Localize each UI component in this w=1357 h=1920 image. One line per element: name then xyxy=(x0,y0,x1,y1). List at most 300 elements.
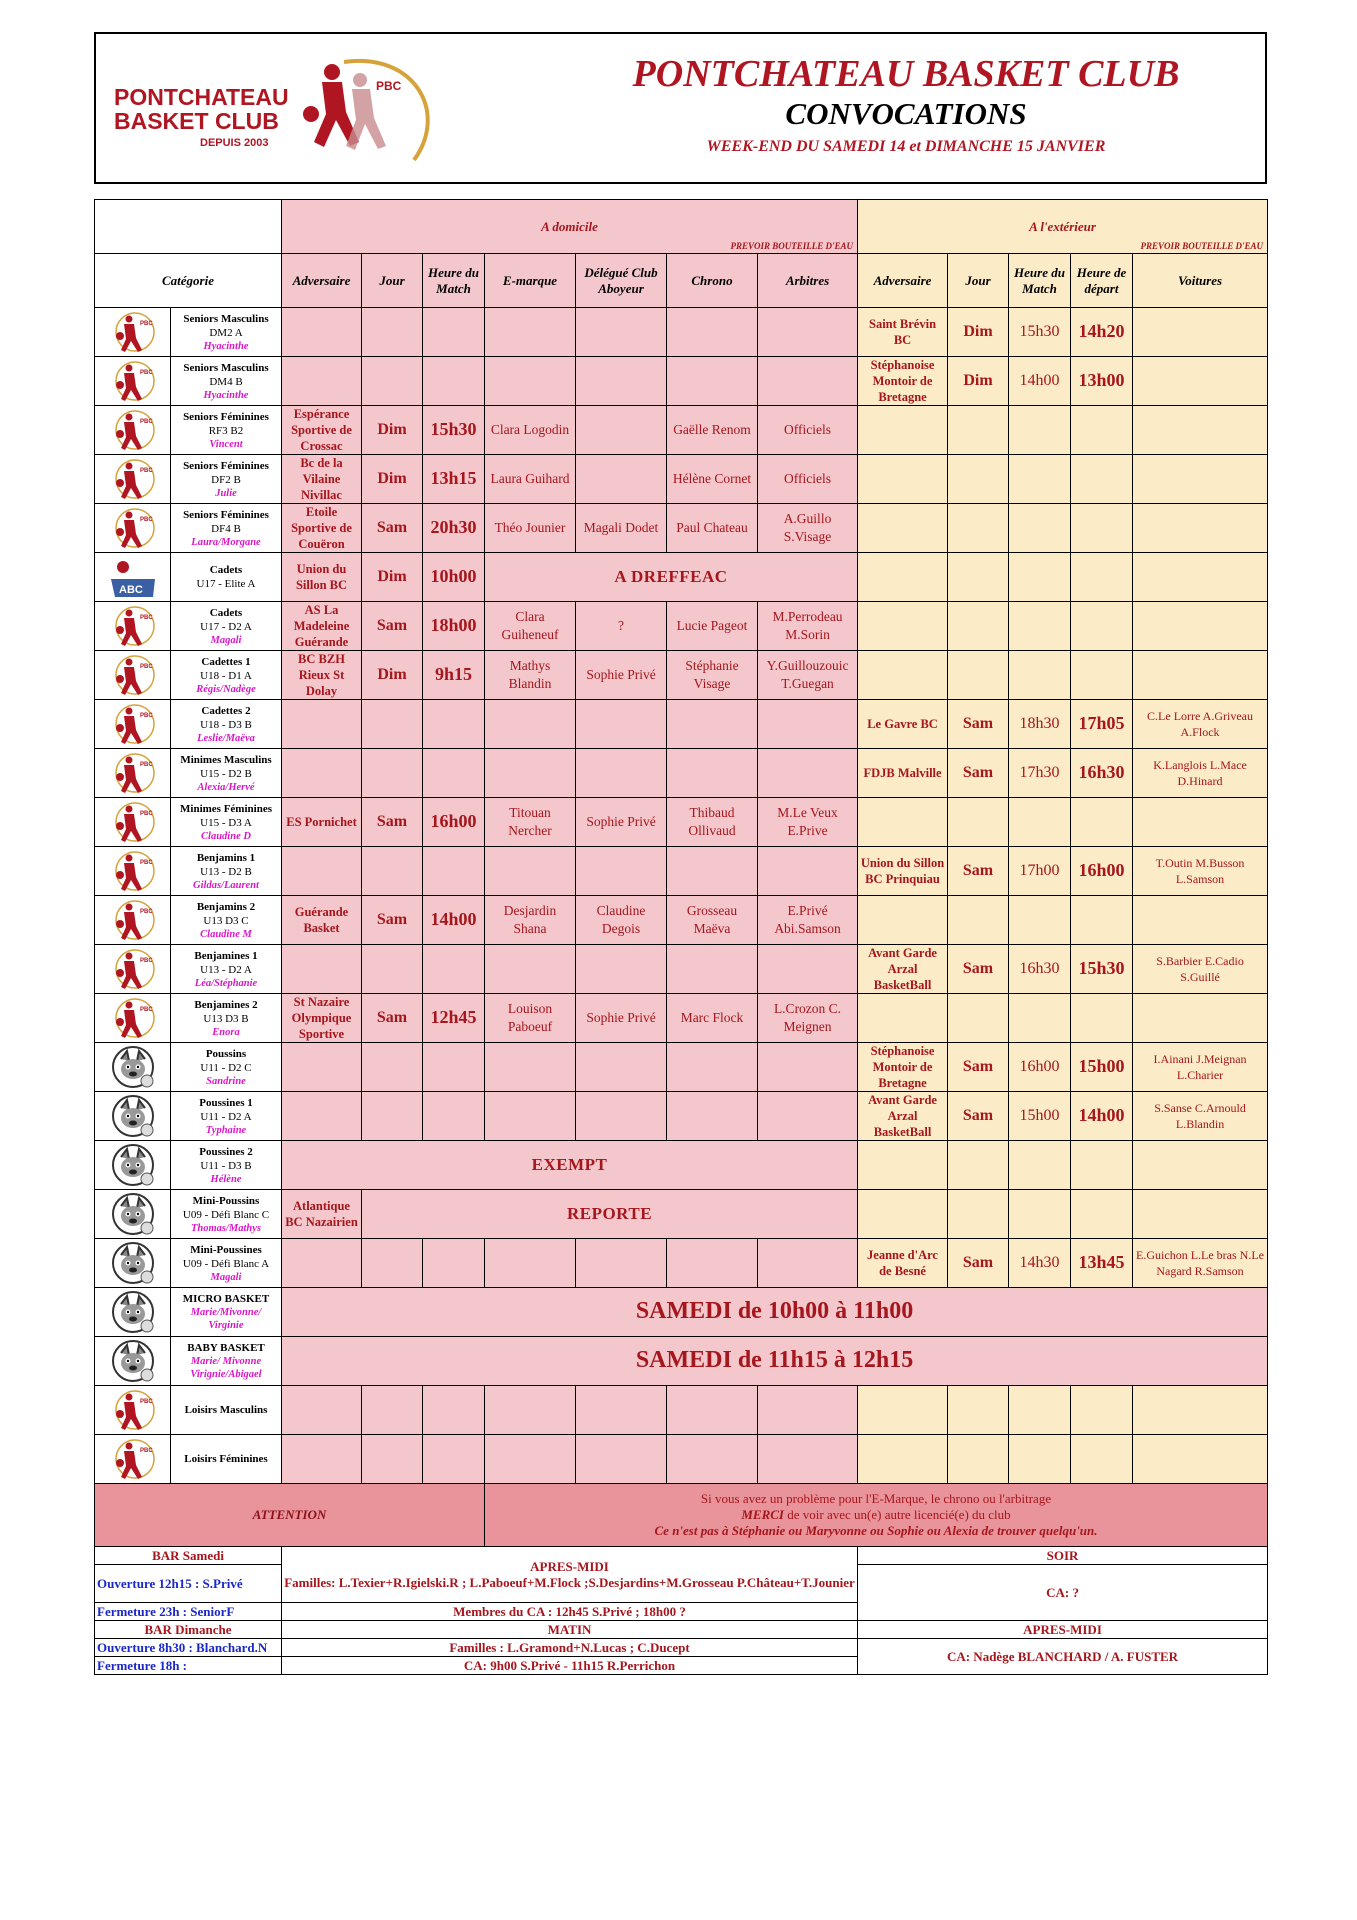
home-empty-cell xyxy=(362,1092,423,1141)
away-empty-cell xyxy=(858,1386,948,1435)
club-logo xyxy=(114,42,494,176)
chrono-cell xyxy=(667,504,758,553)
away-empty-cell xyxy=(1133,798,1268,847)
team-row xyxy=(95,1190,1268,1239)
home-note: PREVOIR BOUTEILLE D'EAU xyxy=(730,241,854,251)
chrono-cell xyxy=(667,455,758,504)
emarque-cell xyxy=(485,798,576,847)
team-row xyxy=(95,994,1268,1043)
col-jour-ext: Jour xyxy=(948,254,1009,308)
team-row xyxy=(95,357,1268,406)
home-empty-cell xyxy=(758,847,858,896)
team-icon-cell xyxy=(95,749,171,798)
team-row xyxy=(95,1239,1268,1288)
away-departure-cell xyxy=(1071,1092,1133,1141)
delegue-name: Sophie Privé xyxy=(586,1010,656,1025)
team-division: U18 - D1 A xyxy=(200,669,252,682)
home-time: 9h15 xyxy=(434,664,472,684)
home-day: Sam xyxy=(376,617,408,634)
bar-dimanche-matin-label: MATIN xyxy=(282,1621,858,1639)
logo-line1: PONTCHATEAU xyxy=(114,84,289,110)
team-name: Cadets xyxy=(209,606,243,619)
away-empty-cell xyxy=(1071,602,1133,651)
team-coach: Laura/Morgane xyxy=(191,536,261,548)
team-coach: Hélène xyxy=(210,1173,242,1185)
away-opponent-cell xyxy=(858,1239,948,1288)
bar-samedi-soir-label: SOIR xyxy=(858,1547,1268,1565)
bar-dimanche-apres-midi-ca: CA: Nadège BLANCHARD / A. FUSTER xyxy=(858,1639,1268,1675)
logo-badge: PBC xyxy=(376,79,402,93)
attention-line1: Si vous avez un problème pour l'E-Marque, le chrono ou l'arbitrage xyxy=(700,1491,1052,1506)
away-opponent: Jeanne d'Arc de Besné xyxy=(867,1248,938,1278)
away-empty-cell xyxy=(1009,994,1071,1043)
away-empty-cell xyxy=(948,406,1009,455)
team-category-cell xyxy=(171,798,282,847)
reporte-cell xyxy=(362,1190,858,1239)
team-icon-cell xyxy=(95,700,171,749)
away-drivers-cell xyxy=(1133,1092,1268,1141)
home-opponent: ES Pornichet xyxy=(286,815,357,829)
delegue-name: Sophie Privé xyxy=(586,667,656,682)
team-row xyxy=(95,1435,1268,1484)
away-drivers-cell xyxy=(1133,1239,1268,1288)
away-empty-cell xyxy=(948,455,1009,504)
team-coach: Sandrine xyxy=(206,1075,246,1087)
home-day: Dim xyxy=(377,666,407,683)
team-division: U09 - Défi Blanc C xyxy=(182,1208,270,1221)
away-empty-cell xyxy=(1009,896,1071,945)
session-time: SAMEDI de 11h15 à 12h15 xyxy=(635,1346,914,1373)
home-opponent-cell xyxy=(282,798,362,847)
home-empty-cell xyxy=(758,357,858,406)
team-icon-cell xyxy=(95,1239,171,1288)
convocations-title: CONVOCATIONS xyxy=(785,96,1027,131)
team-row xyxy=(95,700,1268,749)
delegue-cell xyxy=(576,455,667,504)
team-category-cell xyxy=(171,1435,282,1484)
away-empty-cell xyxy=(858,1141,948,1190)
away-departure-time: 13h00 xyxy=(1078,370,1125,390)
delegue-cell xyxy=(576,896,667,945)
team-name: Minimes Masculins xyxy=(180,753,272,766)
away-empty-cell xyxy=(1071,651,1133,700)
session-time: SAMEDI de 10h00 à 11h00 xyxy=(635,1297,914,1324)
bar-samedi-title: BAR Samedi xyxy=(95,1547,282,1565)
delegue-name: ? xyxy=(618,618,624,633)
team-logo-icon xyxy=(97,1239,168,1287)
away-day-cell xyxy=(948,749,1009,798)
home-day-cell xyxy=(362,994,423,1043)
home-empty-cell xyxy=(362,945,423,994)
arbitres-names: E.Privé Abi.Samson xyxy=(774,903,841,936)
team-category-cell xyxy=(171,1337,282,1386)
home-day: Sam xyxy=(376,1009,408,1026)
away-opponent-cell xyxy=(858,308,948,357)
team-row xyxy=(95,308,1268,357)
away-opponent-cell xyxy=(858,1043,948,1092)
away-opponent: Saint Brévin BC xyxy=(869,317,937,347)
away-day-cell xyxy=(948,945,1009,994)
home-empty-cell xyxy=(667,1386,758,1435)
team-category-cell xyxy=(171,994,282,1043)
team-coach: Hyacinthe xyxy=(203,389,249,401)
home-empty-cell xyxy=(667,749,758,798)
svg-text:PBC: PBC xyxy=(139,811,153,817)
away-empty-cell xyxy=(948,1141,1009,1190)
home-empty-cell xyxy=(667,847,758,896)
chrono-cell xyxy=(667,602,758,651)
away-day: Dim xyxy=(963,372,993,389)
team-name: Seniors Féminines xyxy=(183,508,269,521)
chrono-cell xyxy=(667,651,758,700)
chrono-cell xyxy=(667,798,758,847)
emarque-name: Desjardin Shana xyxy=(503,903,557,936)
away-opponent: Avant Garde Arzal BasketBall xyxy=(868,1093,937,1139)
team-name: Benjamins 1 xyxy=(196,851,256,864)
svg-text:PBC: PBC xyxy=(139,1399,153,1405)
bar-dimanche-fermeture: Fermeture 18h : xyxy=(95,1657,282,1675)
svg-text:PBC: PBC xyxy=(139,713,153,719)
away-departure-time: 15h30 xyxy=(1078,958,1125,978)
home-opponent: Atlantique BC Nazairien xyxy=(285,1199,358,1229)
team-logo-icon xyxy=(97,1337,168,1385)
home-opponent: BC BZH Rieux St Dolay xyxy=(298,652,345,698)
team-row xyxy=(95,1092,1268,1141)
away-match-time: 16h30 xyxy=(1019,960,1060,977)
home-time: 20h30 xyxy=(430,517,477,537)
home-empty-cell xyxy=(667,357,758,406)
col-categorie: Catégorie xyxy=(95,254,282,308)
team-coach: Vincent xyxy=(209,438,243,450)
delegue-cell xyxy=(576,798,667,847)
arbitres-cell xyxy=(758,406,858,455)
home-empty-cell xyxy=(282,945,362,994)
home-empty-cell xyxy=(423,700,485,749)
home-day-cell xyxy=(362,798,423,847)
svg-text:ABC: ABC xyxy=(118,584,143,596)
team-logo-icon xyxy=(97,896,168,944)
home-opponent-cell xyxy=(282,1190,362,1239)
home-opponent: AS La Madeleine Guérande xyxy=(293,603,350,649)
away-day: Sam xyxy=(962,960,994,977)
bar-samedi-families: Familles: L.Texier+R.Igielski.R ; L.Paboeuf+M.Flock ;S.Desjardins+M.Grosseau P.Château+T.Jounier xyxy=(284,1574,855,1590)
away-match-time-cell xyxy=(1009,749,1071,798)
header-box xyxy=(94,32,1267,184)
team-row xyxy=(95,553,1268,602)
away-empty-cell xyxy=(1071,1435,1133,1484)
col-arbitres: Arbitres xyxy=(758,254,858,308)
team-logo-icon xyxy=(97,308,168,356)
bar-dimanche-title: BAR Dimanche xyxy=(95,1621,282,1639)
away-opponent-cell xyxy=(858,700,948,749)
team-name: Benjamines 2 xyxy=(194,998,258,1011)
away-departure-cell xyxy=(1071,700,1133,749)
home-opponent-cell xyxy=(282,602,362,651)
team-division: U13 - D2 A xyxy=(200,963,252,976)
svg-text:PBC: PBC xyxy=(139,419,153,425)
home-empty-cell xyxy=(667,945,758,994)
team-coach: Alexia/Hervé xyxy=(197,781,255,793)
home-day: Sam xyxy=(376,813,408,830)
emarque-name: Théo Jounier xyxy=(494,520,566,535)
arbitres-cell xyxy=(758,798,858,847)
team-logo-icon xyxy=(97,847,168,895)
team-icon-cell xyxy=(95,553,171,602)
home-empty-cell xyxy=(667,1435,758,1484)
team-division: U11 - D2 C xyxy=(200,1061,252,1074)
emarque-name: Laura Guihard xyxy=(490,471,570,486)
home-empty-cell xyxy=(485,700,576,749)
away-day-cell xyxy=(948,847,1009,896)
exempt-label: EXEMPT xyxy=(531,1154,608,1174)
away-day: Dim xyxy=(963,323,993,340)
bar-samedi-row1 xyxy=(95,1547,1268,1565)
team-coach: Leslie/Maëva xyxy=(197,732,255,744)
team-division: U13 D3 C xyxy=(203,914,249,927)
home-empty-cell xyxy=(576,945,667,994)
home-time-cell xyxy=(423,896,485,945)
home-time-cell xyxy=(423,994,485,1043)
home-time: 16h00 xyxy=(430,811,477,831)
team-row xyxy=(95,1288,1268,1337)
away-empty-cell xyxy=(858,798,948,847)
bar-samedi-apres-midi-label: APRES-MIDI xyxy=(530,1558,609,1574)
team-row xyxy=(95,651,1268,700)
away-match-time-cell xyxy=(1009,700,1071,749)
home-day: Dim xyxy=(377,568,407,585)
column-headers xyxy=(95,254,1268,308)
team-coach: Marie/ Mivonne Virignie/Abigael xyxy=(190,1356,262,1380)
away-empty-cell xyxy=(858,896,948,945)
home-empty-cell xyxy=(576,1386,667,1435)
team-category-cell xyxy=(171,896,282,945)
away-drivers: S.Barbier E.Cadio S.Guillé xyxy=(1156,954,1244,984)
away-empty-cell xyxy=(1071,896,1133,945)
away-drivers-cell xyxy=(1133,308,1268,357)
home-opponent: St Nazaire Olympique Sportive xyxy=(291,995,352,1041)
home-empty-cell xyxy=(282,1239,362,1288)
chrono-name: Gaëlle Renom xyxy=(673,422,751,437)
arbitres-cell xyxy=(758,602,858,651)
away-match-time: 16h00 xyxy=(1019,1058,1060,1075)
away-opponent: Stéphanoise Montoir de Bretagne xyxy=(870,1044,935,1090)
home-empty-cell xyxy=(485,749,576,798)
away-match-time-cell xyxy=(1009,1092,1071,1141)
bar-samedi-soir-ca: CA: ? xyxy=(858,1565,1268,1621)
team-logo-icon xyxy=(97,1386,168,1434)
team-coach: Magali xyxy=(210,634,242,646)
home-empty-cell xyxy=(282,700,362,749)
team-category-cell xyxy=(171,1288,282,1337)
away-opponent-cell xyxy=(858,749,948,798)
away-empty-cell xyxy=(858,406,948,455)
team-name: Loisirs Masculins xyxy=(184,1404,268,1416)
emarque-cell xyxy=(485,651,576,700)
away-match-time-cell xyxy=(1009,308,1071,357)
chrono-cell xyxy=(667,896,758,945)
chrono-name: Stéphanie Visage xyxy=(685,658,739,691)
home-empty-cell xyxy=(423,1043,485,1092)
team-category-cell xyxy=(171,406,282,455)
away-match-time: 15h00 xyxy=(1019,1107,1060,1124)
team-coach: Magali xyxy=(210,1271,242,1283)
away-day: Sam xyxy=(962,715,994,732)
home-empty-cell xyxy=(758,1239,858,1288)
arbitres-names: M.Le Veux E.Prive xyxy=(777,805,838,838)
chrono-name: Grosseau Maëva xyxy=(686,903,738,936)
away-note: PREVOIR BOUTEILLE D'EAU xyxy=(1140,241,1264,251)
home-empty-cell xyxy=(667,700,758,749)
team-name: Mini-Poussines xyxy=(190,1243,262,1256)
away-empty-cell xyxy=(948,504,1009,553)
away-departure-time: 17h05 xyxy=(1078,713,1125,733)
team-division: DF2 B xyxy=(211,473,241,486)
col-voitures: Voitures xyxy=(1133,254,1268,308)
away-day-cell xyxy=(948,1043,1009,1092)
home-opponent-cell xyxy=(282,553,362,602)
home-empty-cell xyxy=(576,749,667,798)
team-division: DM4 B xyxy=(209,375,243,388)
bar-samedi-apres-midi xyxy=(282,1547,858,1603)
home-opponent-cell xyxy=(282,994,362,1043)
team-coach: Régis/Nadège xyxy=(196,683,256,695)
home-empty-cell xyxy=(282,1386,362,1435)
away-empty-cell xyxy=(858,994,948,1043)
delegue-cell xyxy=(576,994,667,1043)
away-empty-cell xyxy=(858,1190,948,1239)
attention-line3: Ce n'est pas à Stéphanie ou Maryvonne ou Sophie ou Alexia de trouver quelqu'un. xyxy=(654,1523,1098,1538)
home-day-cell xyxy=(362,651,423,700)
home-empty-cell xyxy=(485,1092,576,1141)
home-time: 15h30 xyxy=(430,419,477,439)
bar-dimanche-ca: CA: 9h00 S.Privé - 11h15 R.Perrichon xyxy=(282,1657,858,1675)
home-empty-cell xyxy=(667,1239,758,1288)
away-match-time: 18h30 xyxy=(1019,715,1060,732)
home-empty-cell xyxy=(758,1092,858,1141)
away-empty-cell xyxy=(1071,1141,1133,1190)
bar-dimanche-row1 xyxy=(95,1621,1268,1639)
home-day-cell xyxy=(362,455,423,504)
team-name: Seniors Féminines xyxy=(183,459,269,472)
away-empty-cell xyxy=(948,1386,1009,1435)
team-row xyxy=(95,602,1268,651)
arbitres-names: A.Guillo S.Visage xyxy=(783,511,832,544)
away-empty-cell xyxy=(948,994,1009,1043)
away-title: A l'extérieur xyxy=(1029,218,1096,234)
team-category-cell xyxy=(171,357,282,406)
home-empty-cell xyxy=(282,1092,362,1141)
home-day-cell xyxy=(362,553,423,602)
away-drivers-cell xyxy=(1133,700,1268,749)
away-departure-cell xyxy=(1071,847,1133,896)
home-empty-cell xyxy=(362,308,423,357)
home-title: A domicile xyxy=(541,218,598,234)
home-day: Dim xyxy=(377,421,407,438)
team-logo-icon xyxy=(97,1092,168,1140)
team-logo-icon xyxy=(97,798,168,846)
team-icon-cell xyxy=(95,1043,171,1092)
away-drivers-cell xyxy=(1133,749,1268,798)
home-empty-cell xyxy=(758,700,858,749)
home-opponent: Etoile Sportive de Couëron xyxy=(291,505,352,551)
home-empty-cell xyxy=(362,1386,423,1435)
team-row xyxy=(95,847,1268,896)
team-division: U11 - D2 A xyxy=(200,1110,252,1123)
home-empty-cell xyxy=(758,1386,858,1435)
team-name: Loisirs Féminines xyxy=(184,1453,268,1465)
delegue-cell xyxy=(576,651,667,700)
home-day: Dim xyxy=(377,470,407,487)
team-division: DF4 B xyxy=(211,522,241,535)
away-empty-cell xyxy=(858,553,948,602)
col-delegue: Délégué Club Aboyeur xyxy=(576,254,667,308)
svg-text:PBC: PBC xyxy=(139,762,153,768)
team-icon-cell xyxy=(95,504,171,553)
team-division: U11 - D3 B xyxy=(200,1159,252,1172)
chrono-name: Lucie Pageot xyxy=(676,618,748,633)
home-empty-cell xyxy=(423,308,485,357)
bar-samedi-fermeture: Fermeture 23h : SeniorF xyxy=(95,1603,282,1621)
team-logo-icon xyxy=(97,1043,168,1091)
away-empty-cell xyxy=(1133,994,1268,1043)
away-empty-cell xyxy=(1133,1141,1268,1190)
team-icon-cell xyxy=(95,1092,171,1141)
team-category-cell xyxy=(171,553,282,602)
away-opponent-cell xyxy=(858,847,948,896)
home-time: 14h00 xyxy=(430,909,477,929)
away-empty-cell xyxy=(1133,651,1268,700)
home-empty-cell xyxy=(576,357,667,406)
col-adversaire: Adversaire xyxy=(282,254,362,308)
arbitres-cell xyxy=(758,455,858,504)
home-empty-cell xyxy=(576,1239,667,1288)
team-logo-icon xyxy=(97,1288,168,1336)
team-name: Cadets xyxy=(209,564,243,576)
away-empty-cell xyxy=(1071,1190,1133,1239)
home-time: 18h00 xyxy=(430,615,477,635)
away-empty-cell xyxy=(1009,602,1071,651)
away-match-time: 17h00 xyxy=(1019,862,1060,879)
home-empty-cell xyxy=(282,308,362,357)
home-day-cell xyxy=(362,602,423,651)
team-name: Benjamines 1 xyxy=(194,949,258,962)
away-match-time: 14h00 xyxy=(1019,372,1060,389)
team-category-cell xyxy=(171,308,282,357)
away-empty-cell xyxy=(858,651,948,700)
arbitres-names: Officiels xyxy=(784,422,831,437)
col-adversaire-ext: Adversaire xyxy=(858,254,948,308)
team-icon-cell xyxy=(95,798,171,847)
logo-since: DEPUIS 2003 xyxy=(200,137,269,149)
svg-text:PBC: PBC xyxy=(139,468,153,474)
away-empty-cell xyxy=(1133,1386,1268,1435)
away-empty-cell xyxy=(1071,994,1133,1043)
team-logo-icon xyxy=(97,749,168,797)
team-category-cell xyxy=(171,1092,282,1141)
away-day-cell xyxy=(948,1239,1009,1288)
away-departure-time: 16h00 xyxy=(1078,860,1125,880)
team-category-cell xyxy=(171,945,282,994)
team-coach: Thomas/Mathys xyxy=(190,1222,261,1234)
away-day-cell xyxy=(948,308,1009,357)
away-opponent: Stéphanoise Montoir de Bretagne xyxy=(870,358,935,404)
away-drivers: T.Outin M.Busson L.Samson xyxy=(1155,856,1245,886)
team-coach: Léa/Stéphanie xyxy=(194,977,258,989)
away-departure-cell xyxy=(1071,749,1133,798)
away-empty-cell xyxy=(1071,798,1133,847)
arbitres-cell xyxy=(758,651,858,700)
away-match-time-cell xyxy=(1009,847,1071,896)
